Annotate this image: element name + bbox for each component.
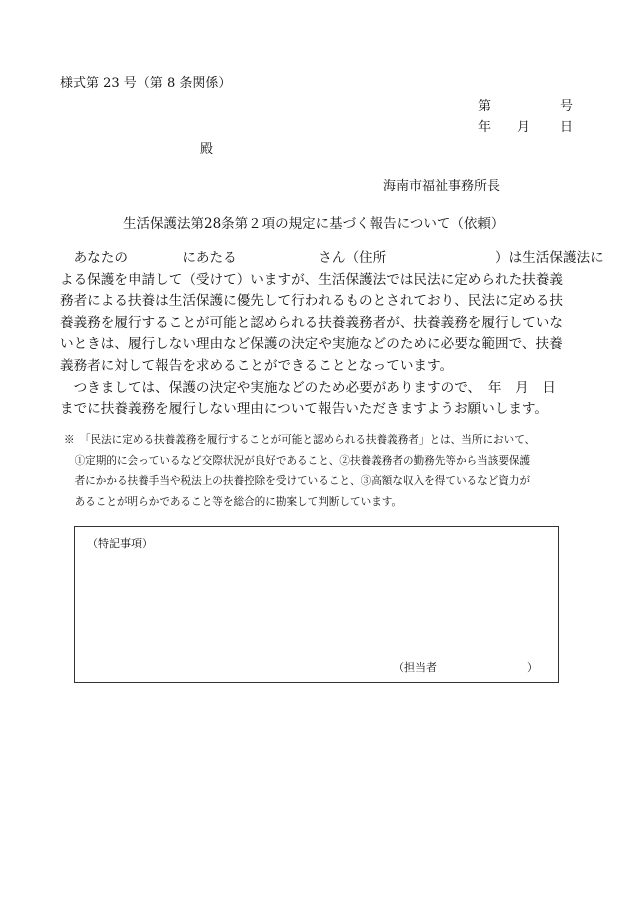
staff-field: [393, 659, 538, 675]
addressee-honorific: 殿: [200, 142, 214, 157]
date-month-label: 月: [517, 120, 531, 135]
staff-close-paren: ）: [527, 661, 538, 674]
date-day-label: 日: [560, 120, 574, 135]
sender-name: 海南市福祉事務所長: [383, 179, 501, 194]
body-line: までに扶養義務を履行しない理由について報告いただきますようお願いします。: [60, 401, 549, 418]
footnote-line: 者にかかる扶養手当や税法上の扶養控除を受けていること、③高額な収入を得ているなど資力が: [64, 475, 531, 488]
body-line: いときは、履行しない理由など保護の決定や実施などのために必要な範囲で、扶養: [60, 336, 563, 353]
body-line: あなたの にあたる さん（住所 ）は生活保護法に: [60, 250, 604, 266]
staff-label: （担当者: [393, 661, 437, 674]
date-year-label: 年: [478, 120, 492, 135]
special-notes-label: （特記事項）: [87, 537, 153, 550]
special-notes-box: [74, 526, 559, 683]
footnote-line: ①定期的に会っているなど交際状況が良好であること、②扶養義務者の勤務先等から当該要保護: [64, 454, 531, 467]
body-text: [60, 248, 604, 421]
document-number-suffix: 号: [560, 99, 574, 114]
footnote: [64, 430, 584, 512]
document-number-prefix: 第: [478, 99, 492, 114]
body-line: 養義務を履行することが可能と認められる扶養義務者が、扶養義務を履行していな: [60, 314, 563, 331]
body-line: つきましては、保護の決定や実施などのため必要がありますので、 年 月 日: [60, 379, 556, 396]
body-line: 義務者に対して報告を求めることができることとなっています。: [60, 357, 454, 374]
footnote-line: あることが明らかであること等を総合的に勘案して判断しています。: [64, 495, 403, 508]
body-line: 務者による扶養は生活保護に優先して行われるものとされており、民法に定める扶: [60, 293, 563, 310]
document-title: 生活保護法第28条第２項の規定に基づく報告について（依頼）: [123, 216, 505, 232]
footnote-line: ※ 「民法に定める扶養義務を履行することが可能と認められる扶養義務者」とは、当所において、: [64, 434, 536, 446]
body-line: よる保護を申請して（受けて）いますが、生活保護法では民法に定められた扶養義: [60, 271, 563, 288]
form-number: 様式第 23 号（第 8 条関係）: [60, 76, 232, 91]
